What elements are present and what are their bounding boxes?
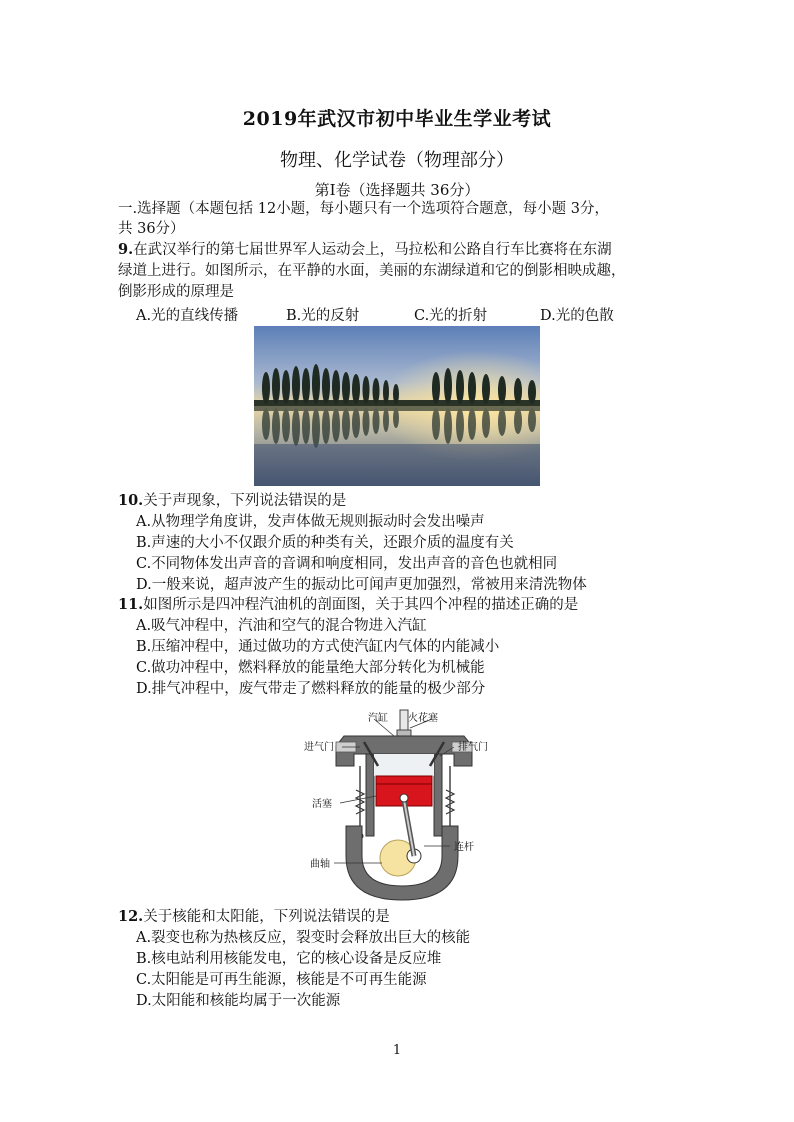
option-b: B.光的反射 xyxy=(286,308,360,324)
question-11-option-d: D.排气冲程中，废气带走了燃料释放的能量的极少部分 xyxy=(136,681,486,697)
question-12-option-a: A.裂变也称为热核反应，裂变时会释放出巨大的核能 xyxy=(136,930,471,946)
question-text: 如图所示是四冲程汽油机的剖面图，关于其四个冲程的描述正确的是 xyxy=(143,597,579,613)
label-spark-plug: 火花塞 xyxy=(408,713,438,724)
question-10-option-a: A.从物理学角度讲，发声体做无规则振动时会发出噪声 xyxy=(136,514,485,530)
label-exhaust-valve: 排气门 xyxy=(458,742,488,753)
question-12-option-b: B.核电站利用核能发电，它的核心设备是反应堆 xyxy=(136,951,442,967)
instructions-line-2: 共 36分） xyxy=(118,221,185,237)
label-piston: 活塞 xyxy=(312,799,332,810)
question-12-option-c: C.太阳能是可再生能源，核能是不可再生能源 xyxy=(136,972,427,988)
option-d: D.光的色散 xyxy=(540,308,614,324)
exam-subtitle: 物理、化学试卷（物理部分） xyxy=(280,150,514,171)
question-10-option-d: D.一般来说，超声波产生的振动比可闻声更加强烈，常被用来清洗物体 xyxy=(136,577,587,593)
question-11-option-b: B.压缩冲程中，通过做功的方式使汽缸内气体的内能减小 xyxy=(136,639,500,655)
label-connecting-rod: 连杆 xyxy=(454,842,474,853)
question-text: 关于核能和太阳能，下列说法错误的是 xyxy=(143,909,390,925)
label-intake-valve: 进气门 xyxy=(304,742,334,753)
spark-plug xyxy=(400,710,408,732)
option-a: A.光的直线传播 xyxy=(136,308,239,324)
question-9-line-1 xyxy=(118,240,678,260)
question-12-stem xyxy=(118,907,678,927)
question-11-stem xyxy=(118,595,678,615)
question-number: 11. xyxy=(118,596,144,613)
cylinder-wall-right xyxy=(434,754,442,836)
lake-reflection-photo xyxy=(254,326,540,486)
question-10-option-c: C.不同物体发出声音的音调和响度相同，发出声音的音色也就相同 xyxy=(136,556,558,572)
question-10-stem xyxy=(118,491,678,511)
question-number: 12. xyxy=(118,908,144,925)
instructions-line-1: 一.选择题（本题包括 12小题，每小题只有一个选项符合题意，每小题 3分， xyxy=(118,201,610,217)
page-number: 1 xyxy=(392,1043,402,1058)
question-11-option-a: A.吸气冲程中，汽油和空气的混合物进入汽缸 xyxy=(136,618,427,634)
question-text: 关于声现象，下列说法错误的是 xyxy=(143,493,347,509)
cylinder-wall-left xyxy=(366,754,374,836)
label-cylinder: 汽缸 xyxy=(368,713,388,724)
question-10-option-b: B.声速的大小不仅跟介质的种类有关，还跟介质的温度有关 xyxy=(136,535,514,551)
question-9-line-3: 倒影形成的原理是 xyxy=(118,284,234,300)
question-number: 9. xyxy=(118,241,134,258)
question-11-option-c: C.做功冲程中，燃料释放的能量绝大部分转化为机械能 xyxy=(136,660,485,676)
question-text: 在武汉举行的第七届世界军人运动会上，马拉松和公路自行车比赛将在东湖 xyxy=(133,242,612,258)
exam-title: 2019年武汉市初中毕业生学业考试 xyxy=(242,108,552,130)
question-12-option-d: D.太阳能和核能均属于一次能源 xyxy=(136,993,341,1009)
question-9-line-2: 绿道上进行。如图所示，在平静的水面，美丽的东湖绿道和它的倒影相映成趣， xyxy=(118,263,626,279)
label-crankshaft: 曲轴 xyxy=(310,859,330,870)
section-heading: 第Ⅰ卷（选择题共 36分） xyxy=(314,181,480,199)
option-c: C.光的折射 xyxy=(414,308,488,324)
question-number: 10. xyxy=(118,492,144,509)
engine-cross-section-diagram xyxy=(304,706,500,904)
